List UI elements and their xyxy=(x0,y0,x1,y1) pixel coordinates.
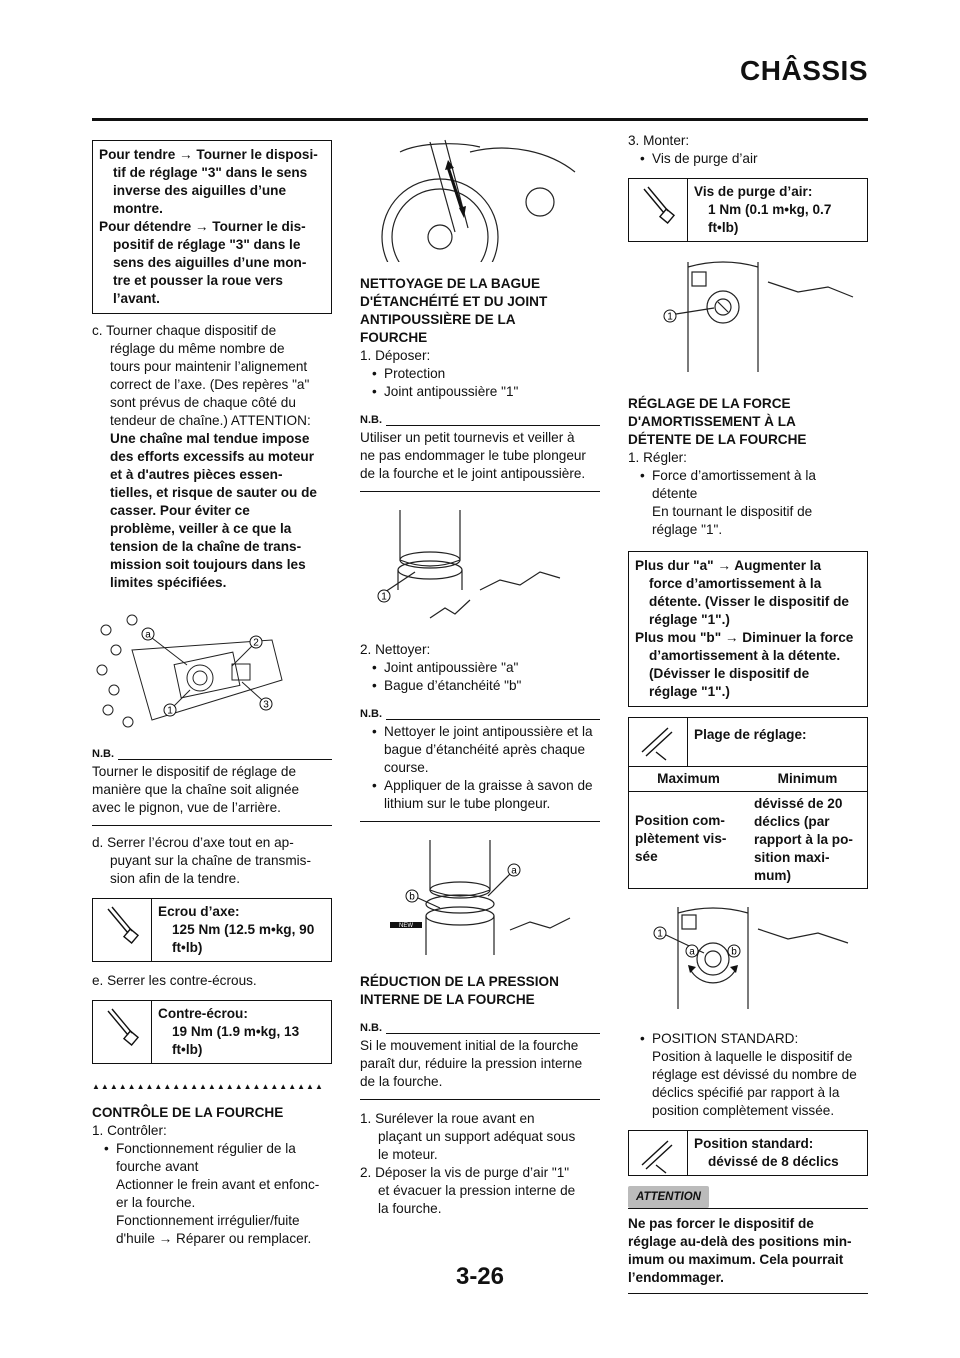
figure-label: a xyxy=(145,629,151,641)
bullet: • Joint antipoussière "1" xyxy=(360,383,600,401)
range-title: Plage de réglage: xyxy=(694,727,807,742)
column-1 xyxy=(92,132,332,1248)
figure-label: a xyxy=(511,865,517,877)
heading-line: NETTOYAGE DE LA BAGUE xyxy=(360,276,541,291)
text-line: détente xyxy=(652,486,698,501)
text-line: 1. Surélever la roue avant en xyxy=(360,1111,535,1126)
text-line: le moteur. xyxy=(378,1147,438,1162)
box-line: réglage "1".) xyxy=(649,684,730,699)
figure-label: 1 xyxy=(167,705,173,717)
text-line: plaçant un support adéquat sous xyxy=(378,1129,576,1144)
spec-standard-position xyxy=(628,1130,868,1176)
wrench-icon xyxy=(93,1001,152,1063)
box-line: tif de réglage "3" dans le sens xyxy=(113,165,308,180)
range-max-value xyxy=(629,792,748,888)
spec-value: 125 Nm (12.5 m•kg, 90 xyxy=(172,922,315,937)
text-line: Actionner le frein avant et enfonc- xyxy=(116,1177,320,1192)
range-max-header: Maximum xyxy=(657,771,720,786)
bullet: • Fonctionnement régulier de la xyxy=(92,1140,332,1158)
spec-value: 19 Nm (1.9 m•kg, 13 xyxy=(172,1024,300,1039)
text-line: et à d'autres pièces essen- xyxy=(110,467,283,482)
attention-badge: ATTENTION xyxy=(628,1186,709,1208)
tension-box xyxy=(92,140,332,314)
text-line: Tourner le dispositif de réglage de xyxy=(92,764,297,779)
cell-line: mum) xyxy=(754,868,792,883)
text-line: imum ou maximum. Cela pourrait xyxy=(628,1252,844,1267)
box-line: sens des aiguilles d’une mon- xyxy=(113,255,307,270)
box-line: Pour détendre → Tourner le dis- xyxy=(99,219,306,234)
text-line: course. xyxy=(384,760,429,775)
text-line: paraît dur, réduire la pression interne xyxy=(360,1056,583,1071)
text-line: sion afin de la tendre. xyxy=(110,871,240,886)
text-line: mission soit toujours dans les xyxy=(110,557,306,572)
cell-line: sition maxi- xyxy=(754,850,830,865)
text-line: réglage est dévissé du nombre de xyxy=(652,1067,857,1082)
step-1: 1. Déposer: xyxy=(360,348,431,363)
text-line: position complètement vissée. xyxy=(652,1103,835,1118)
heading-line: FOURCHE xyxy=(360,330,428,345)
text-line: casser. Pour éviter ce xyxy=(110,503,250,518)
bullet: • Nettoyer le joint antipoussière et la xyxy=(360,723,600,741)
figure-label: a xyxy=(689,946,695,958)
text-line: ne pas endommager le tube plongeur xyxy=(360,448,586,463)
spec-value: ft•lb) xyxy=(172,1042,203,1057)
fork-figure xyxy=(360,132,600,267)
note-1 xyxy=(92,745,332,826)
step-c xyxy=(92,322,332,592)
text-line: réglage "1". xyxy=(652,522,723,537)
caliper-icon xyxy=(629,718,688,766)
box-line: Plus dur "a" → Augmenter la xyxy=(635,558,822,573)
figure-label: 1 xyxy=(667,311,673,323)
text-line: manière que la chaîne soit alignée xyxy=(92,782,300,797)
text-line: tension de la chaîne de trans- xyxy=(110,539,302,554)
text-line: réglage du même nombre de xyxy=(110,341,285,356)
range-min-value xyxy=(748,792,867,888)
text-line: correct de l’axe. (Des repères "a" xyxy=(110,377,310,392)
spec-value: 1 Nm (0.1 m•kg, 0.7 xyxy=(708,202,832,217)
nb-label: N.B. xyxy=(360,1022,382,1034)
spec-value: dévissé de 8 déclics xyxy=(708,1154,839,1169)
text-line: c. Tourner chaque dispositif de xyxy=(92,323,277,338)
spec-locknut xyxy=(92,1000,332,1064)
text-line: tielles, et risque de sauter ou de xyxy=(110,485,317,500)
new-part-badge: NEW xyxy=(399,923,413,929)
text-line: d'huile → Réparer ou remplacer. xyxy=(116,1231,312,1246)
text-line: la fourche. xyxy=(378,1201,442,1216)
text-line: tendeur de chaîne.) ATTENTION: xyxy=(110,413,311,428)
note-2 xyxy=(360,705,600,822)
bullet: • Appliquer de la graisse à savon de xyxy=(360,777,600,795)
note-1 xyxy=(360,411,600,492)
figure-label: 1 xyxy=(657,928,663,940)
text-line: Fonctionnement irrégulier/fuite xyxy=(116,1213,300,1228)
text-line: Une chaîne mal tendue impose xyxy=(110,431,310,446)
cell-line: rapport à la po- xyxy=(754,832,853,847)
section-heading xyxy=(360,973,600,1009)
spec-value: ft•lb) xyxy=(172,940,203,955)
figure-label: 2 xyxy=(253,637,259,649)
rebound-adjuster-figure xyxy=(628,899,868,1022)
damping-box xyxy=(628,551,868,707)
heading-line: D'AMORTISSEMENT À LA xyxy=(628,414,796,429)
bullet: • Force d’amortissement à la xyxy=(628,467,868,485)
cell-line: dévissé de 20 xyxy=(754,796,843,811)
heading-line: RÉGLAGE DE LA FORCE xyxy=(628,396,791,411)
header-rule xyxy=(92,118,868,121)
cell-line: déclics (par xyxy=(754,814,830,829)
text-line: d. Serrer l’écrou d’axe tout en ap- xyxy=(92,835,294,850)
attention-end-marker: ▲▲▲▲▲▲▲▲▲▲▲▲▲▲▲▲▲▲▲▲▲▲▲▲▲▲ xyxy=(92,1082,324,1091)
heading-line: INTERNE DE LA FOURCHE xyxy=(360,992,535,1007)
cell-line: plètement vis- xyxy=(635,831,727,846)
step-d xyxy=(92,834,332,888)
figure-label: 1 xyxy=(381,591,387,603)
section-heading: CONTRÔLE DE LA FOURCHE xyxy=(92,1105,284,1120)
bullet: • Vis de purge d’air xyxy=(628,150,868,168)
wrench-icon xyxy=(629,179,688,241)
text-line: de la fourche et le joint antipoussière. xyxy=(360,466,586,481)
figure-label: b xyxy=(409,891,415,903)
text-line: limites spécifiées. xyxy=(110,575,227,590)
nb-label: N.B. xyxy=(360,708,382,720)
text-line: Ne pas forcer le dispositif de xyxy=(628,1216,814,1231)
step-1: 1. Contrôler: xyxy=(92,1123,167,1138)
range-min-header: Minimum xyxy=(777,771,838,786)
spec-value: ft•lb) xyxy=(708,220,739,235)
text-line: En tournant le dispositif de xyxy=(652,504,813,519)
nb-label: N.B. xyxy=(360,414,382,426)
text-line: 2. Déposer la vis de purge d’air "1" xyxy=(360,1165,570,1180)
text-line: et évacuer la pression interne de xyxy=(378,1183,576,1198)
spec-air-bleed-screw xyxy=(628,178,868,242)
text-line: Si le mouvement initial de la fourche xyxy=(360,1038,579,1053)
bullet: • Joint antipoussière "a" xyxy=(360,659,600,677)
box-line: d’amortissement à la détente. xyxy=(649,648,841,663)
box-line: montre. xyxy=(113,201,163,216)
spec-axle-nut xyxy=(92,898,332,962)
adjustment-range-table xyxy=(628,717,868,889)
nb-label: N.B. xyxy=(92,748,114,760)
figure-label: b xyxy=(731,946,737,958)
step-3: 3. Monter: xyxy=(628,133,690,148)
box-line: l’avant. xyxy=(113,291,160,306)
box-line: (Dévisser le dispositif de xyxy=(649,666,810,681)
box-line: force d’amortissement à la xyxy=(649,576,822,591)
cell-line: sée xyxy=(635,849,658,864)
caliper-icon xyxy=(629,1131,688,1175)
box-line: tre et pousser la roue vers xyxy=(113,273,283,288)
step-e: e. Serrer les contre-écrous. xyxy=(92,973,257,988)
section-heading xyxy=(360,275,600,347)
text-line: sont prévus de chaque côté du xyxy=(110,395,296,410)
box-line: Plus mou "b" → Diminuer la force xyxy=(635,630,854,645)
heading-line: ANTIPOUSSIÈRE DE LA xyxy=(360,312,516,327)
section-heading xyxy=(628,395,868,449)
text-line: l’endommager. xyxy=(628,1270,724,1285)
box-line: positif de réglage "3" dans le xyxy=(113,237,301,252)
text-line: bague d’étanchéité après chaque xyxy=(384,742,586,757)
spec-title: Vis de purge d’air: xyxy=(694,184,813,199)
box-line: inverse des aiguilles d’une xyxy=(113,183,287,198)
cell-line: Position com- xyxy=(635,813,725,828)
text-line: Utiliser un petit tournevis et veiller à xyxy=(360,430,575,445)
spec-title: Contre-écrou: xyxy=(158,1006,248,1021)
spec-title: Ecrou d’axe: xyxy=(158,904,240,919)
step-2: 2. Nettoyer: xyxy=(360,642,431,657)
box-line: réglage "1".) xyxy=(649,612,730,627)
text-line: déclics spécifié par rapport à la xyxy=(652,1085,840,1100)
text-line: problème, veiller à ce que la xyxy=(110,521,292,536)
step-1: 1. Régler: xyxy=(628,450,687,465)
spec-title: Position standard: xyxy=(694,1136,814,1151)
note-3 xyxy=(360,1019,600,1100)
text-line: des efforts excessifs au moteur xyxy=(110,449,314,464)
bullet: • POSITION STANDARD: xyxy=(628,1030,868,1048)
text-line: Position à laquelle le dispositif de xyxy=(652,1049,853,1064)
page-number: 3-26 xyxy=(455,1263,505,1290)
text-line: puyant sur la chaîne de transmis- xyxy=(110,853,311,868)
dust-seal-figure xyxy=(360,500,600,633)
page-title: CHÂSSIS xyxy=(740,55,868,86)
text-line: fourche avant xyxy=(116,1159,199,1174)
box-line: Pour tendre → Tourner le disposi- xyxy=(99,147,318,162)
chain-adjuster-figure xyxy=(92,610,332,735)
heading-line: DÉTENTE DE LA FOURCHE xyxy=(628,432,807,447)
figure-label: 3 xyxy=(263,699,269,711)
column-3 xyxy=(628,132,868,1294)
box-line: détente. (Visser le dispositif de xyxy=(649,594,849,609)
heading-line: RÉDUCTION DE LA PRESSION xyxy=(360,974,559,989)
step-list xyxy=(360,1110,600,1218)
heading-line: D'ÉTANCHÉITÉ ET DU JOINT xyxy=(360,294,548,309)
text-line: réglage au-delà des positions min- xyxy=(628,1234,852,1249)
bullet: • Protection xyxy=(360,365,600,383)
text-line: er la fourche. xyxy=(116,1195,196,1210)
oil-seal-figure xyxy=(360,830,600,965)
text-line: de la fourche. xyxy=(360,1074,443,1089)
wrench-icon xyxy=(93,899,152,961)
text-line: lithium sur le tube plongeur. xyxy=(384,796,551,811)
text-line: tours pour maintenir l’alignement xyxy=(110,359,308,374)
column-2 xyxy=(360,132,600,1218)
bullet: • Bague d’étanchéité "b" xyxy=(360,677,600,695)
air-bleed-figure xyxy=(628,252,868,387)
text-line: avec le pignon, vue de l’arrière. xyxy=(92,800,281,815)
